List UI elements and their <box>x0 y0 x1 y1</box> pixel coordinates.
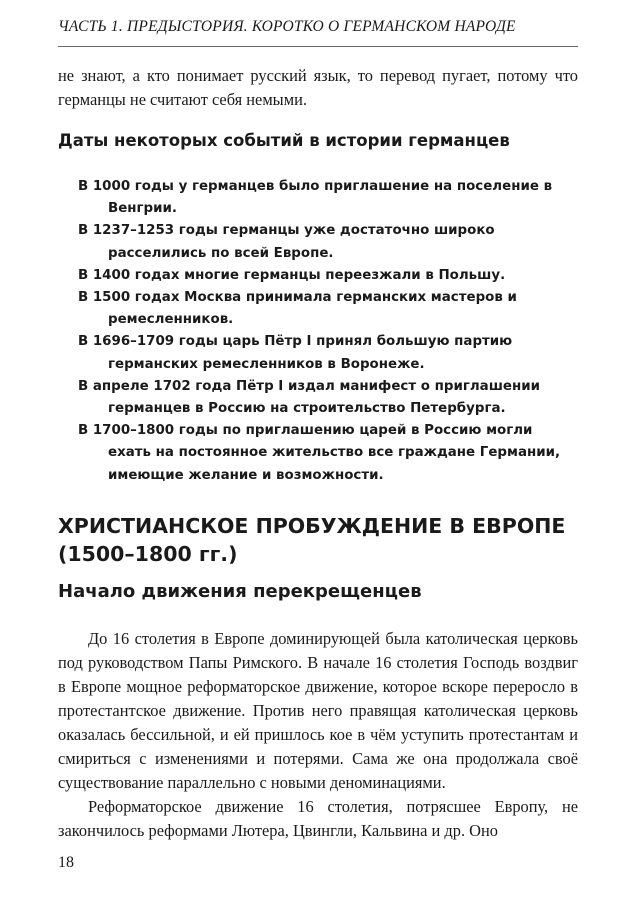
continuation-paragraph: не знают, а кто понимает русский язык, то перевод пугает, потому что германцы не считают себя немыми. <box>58 66 578 109</box>
running-header: ЧАСТЬ 1. ПРЕДЫСТОРИЯ. КОРОТКО О ГЕРМАНСКОМ НАРОДЕ <box>58 18 516 35</box>
date-item: В апреле 1702 года Пётр I издал манифест о приглашении германцев в Россию на строительство Петербурга. <box>78 378 541 417</box>
date-item: В 1500 годах Москва принимала германских мастеров и ремесленников. <box>78 290 517 328</box>
chapter-title-line-1: ХРИСТИАНСКОЕ ПРОБУЖДЕНИЕ В ЕВРОПЕ <box>58 514 566 538</box>
header-rule <box>58 46 578 47</box>
date-item: В 1696–1709 годы царь Пётр I принял большую партию германских ремесленников в Воронеже. <box>78 334 513 372</box>
date-item: В 1400 годах многие германцы переезжали в Польшу. <box>78 267 506 283</box>
date-item: В 1700–1800 годы по приглашению царей в Россию могли ехать на постоянное жительство все граждане Германии, имеющие желание и возможности. <box>78 423 561 483</box>
page-number: 18 <box>58 854 74 871</box>
section-heading: Начало движения перекрещенцев <box>58 581 422 602</box>
chapter-title-line-2: (1500–1800 гг.) <box>58 542 238 566</box>
body-paragraph: Реформаторское движение 16 столетия, потрясшее Европу, не закончилось реформами Лютера, Цвингли, Кальвина и др. Оно <box>58 797 578 840</box>
body-text <box>58 627 578 843</box>
dates-list <box>78 176 563 487</box>
dates-heading: Даты некоторых событий в истории германцев <box>58 131 510 150</box>
body-paragraph: До 16 столетия в Европе доминирующей была католическая церковь под руководством Папы Римского. В начале 16 столетия Господь воздвиг в Европе мощное реформаторское движение, которое вскоре переросло в протестантское движение. Против него правящая католическая церковь оказалась бессильной, и ей пришлось кое в чём уступить протестантам и смириться с изменениями и потерями. Сама же она продолжала своё существование параллельно с новыми деноминациями. <box>58 629 578 792</box>
date-item: В 1237–1253 годы германцы уже достаточно широко расселились по всей Европе. <box>78 223 495 261</box>
chapter-title <box>58 512 578 568</box>
date-item: В 1000 годы у германцев было приглашение на поселение в Венгрии. <box>78 179 553 217</box>
